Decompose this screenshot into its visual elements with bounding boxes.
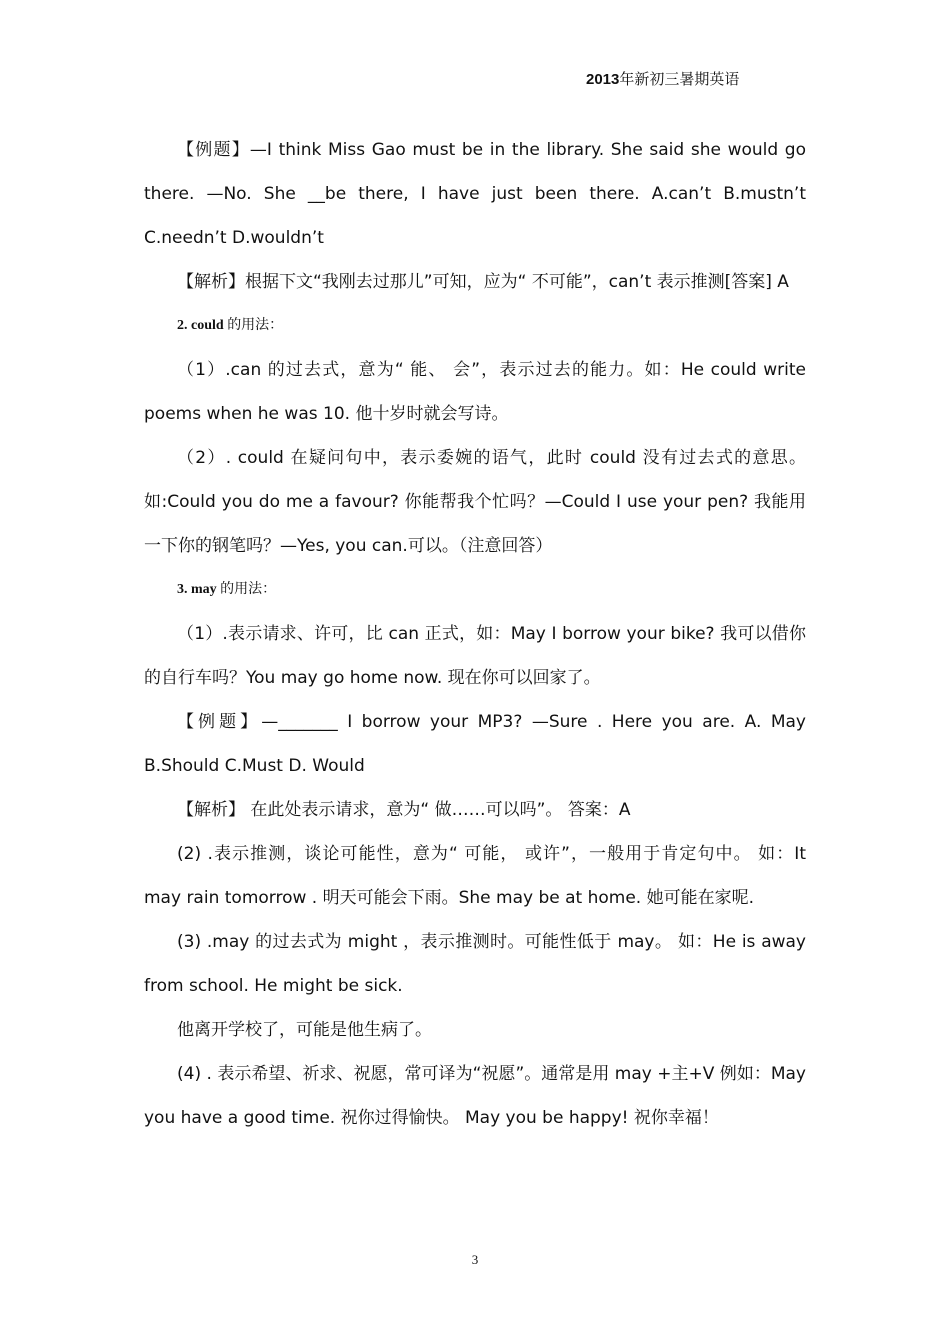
may-usage-2: (2) .表示推测，谈论可能性，意为“ 可能， 或许”，一般用于肯定句中。 如：It may rain tomorrow . 明天可能会下雨。She may be at home. 她可能在家呢. xyxy=(144,844,806,908)
example-question-2: 【例题】—_______ I borrow your MP3? —Sure . Here you are. A. May B.Should C.Must D. Would xyxy=(144,712,806,776)
section-heading-may-num: 3. may xyxy=(177,582,217,597)
may-usage-3: (3) .may 的过去式为 might ，表示推测时。可能性低于 may。 如：He is away from school. He might be sick. xyxy=(144,932,806,996)
could-usage-1: （1）.can 的过去式，意为“ 能、 会”，表示过去的能力。如：He could write poems when he was 10. 他十岁时就会写诗。 xyxy=(144,360,806,424)
analysis-1: 【解析】根据下文“我刚去过那儿”可知，应为“ 不可能”，can’t 表示推测[答案] A xyxy=(177,272,789,292)
section-heading-may-text: 的用法： xyxy=(216,582,277,597)
page-header xyxy=(586,68,739,89)
may-usage-3-translation: 他离开学校了，可能是他生病了。 xyxy=(177,1020,432,1040)
section-heading-could xyxy=(144,304,806,348)
could-usage-2: （2）. could 在疑问句中，表示委婉的语气，此时 could 没有过去式的意思。如:Could you do me a favour? 你能帮我个忙吗？—Could I use your pen? 我能用一下你的钢笔吗？—Yes, you can.可以。（注意回答） xyxy=(144,448,806,556)
may-usage-4: (4) . 表示希望、祈求、祝愿，常可译为“祝愿”。通常是用 may +主+V 例如：May you have a good time. 祝你过得愉快。 May you be happy! 祝你幸福！ xyxy=(144,1064,806,1128)
header-year: 2013 xyxy=(586,71,620,88)
header-title: 年新初三暑期英语 xyxy=(619,70,740,88)
page-number: 3 xyxy=(471,1252,479,1267)
example-question-1: 【例题】—I think Miss Gao must be in the library. She said she would go there. —No. She __be there, I have just been there. A.can’t B.mustn’t C.needn’t D.wouldn’t xyxy=(144,140,806,248)
may-usage-1: （1）.表示请求、许可，比 can 正式，如：May I borrow your bike? 我可以借你的自行车吗？You may go home now. 现在你可以回家了。 xyxy=(144,624,806,688)
document-body xyxy=(144,128,806,1140)
section-heading-may xyxy=(144,568,806,612)
section-heading-could-num: 2. could xyxy=(177,318,224,333)
analysis-2: 【解析】 在此处表示请求，意为“ 做……可以吗”。 答案：A xyxy=(177,800,631,820)
section-heading-could-text: 的用法： xyxy=(223,318,284,333)
